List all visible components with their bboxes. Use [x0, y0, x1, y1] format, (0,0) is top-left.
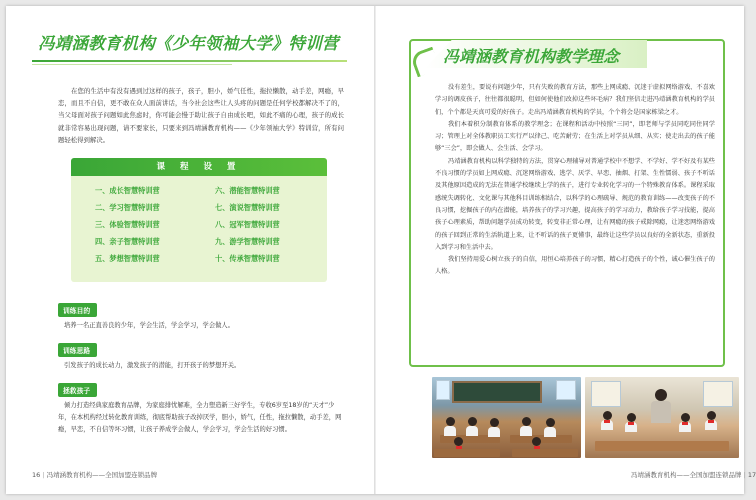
title-rule [32, 60, 347, 62]
page-number: 16 [32, 471, 41, 479]
paragraph: 冯靖涵教育机构以科学独特的方法，贯穿心理辅导对普通学校中不想学、不学好、学不好及有某些不良习惯的学员如上网成瘾、沉迷网络游戏、逃学、厌学、早恋、抽烟、打架、生性懦弱、孩子不听话及其他原因造成的无法在普通学校继续上学的孩子，进行专业转化学习的一个特殊教育体系。课程采取感统失调转化、文化课与其他科目训练相结合，以科学的心理疏导、规范的教育训练——改变孩子的不良习惯，挖掘孩子的内在潜能，培养孩子的学习兴趣，提高孩子的学习动力，教给孩子学习技能，提高孩子心理素质，帮助问题学员成功转变，转变非正常心理，让有网瘾的孩子戒除网瘾，让迷恋网络游戏的孩子回到正常的生活轨道上来，让不听话的孩子更懂事，最终让这些学员以良好的全新状态，重新投入到学习和生活中去。 [435, 157, 715, 251]
course-item: 二、学习智慧特训营 [95, 203, 160, 212]
page-title: 冯靖涵教育机构教学理念 [443, 47, 620, 66]
footer-text: 冯靖涵教育机构——全国加盟连锁品牌 [46, 471, 158, 479]
course-item: 八、冠军智慧特训营 [215, 220, 280, 229]
page-title: 冯靖涵教育机构《少年领袖大学》特训营 [38, 34, 339, 53]
page-footer-right: 冯靖涵教育机构——全国加盟连锁品牌 | 17 [631, 471, 756, 479]
section-tag: 训练思路 [58, 343, 97, 357]
section-tag: 拯救孩子 [58, 383, 97, 397]
section-tag: 训练目的 [58, 303, 97, 317]
paragraph: 没有差生，要说有问题少年，只有失败的教育方法，那些上网成瘾、沉迷于虚拟网络游戏、不喜欢学习的调皮孩子，往往都很聪明，但如何使他们改掉这些坏毛病？我们坚信走进冯靖涵教育机构的学员们，个个都是天真可爱的好孩子。走出冯靖涵教育机构的学员，个个将会是国家栋梁之才。 [435, 84, 715, 116]
course-item: 四、亲子智慧特训营 [95, 237, 160, 246]
philosophy-text [435, 82, 715, 279]
intro-paragraph: 在您的生活中有没有遇到过这样的孩子，孩子，胆小，娇气任性，拖拉懒散，动手差，网瘾，早恋，而且不自信，更不敢在众人面前讲话，当今社会这些让人头疼的问题是任何学校都解决不了的，当父母面对孩子问题如此焦虑时，你可能会慢于助让孩子自由成长吧，如此不痛的心理，孩子的成长就非常容易出现问题，请不要家长，只要来到冯靖涵教育机构——《少年领袖大学》特训营，所有问题轻松得到解决。 [58, 87, 344, 144]
paragraph: 我们本着积分制教育体系的教学理念；在课程和活动中按照“三同”，即老师与学员同吃同住同学习；管理上对全体教职员工实行严以律己、吃苦耐劳；在生活上对学员从细、从实；使走出去的孩子能够“三会”，即会做人、会生活、会学习。 [435, 120, 715, 153]
section-text: 倾力打造经典家庭教育品牌，为家庭排忧解难，全力塑造新三好学生，专收6岁至18岁的“天才”少年，在本机构经过转化教育训练，彻底帮助孩子改掉厌学，胆小，娇气，任性，拖拉懒散，动手差，网瘾，早恋，不自信等坏习惯，让孩子养成学会做人，学会学习，学会生活的好习惯。 [58, 402, 342, 433]
section-text: 培养一名正直善良的少年，学会生活，学会学习，学会做人。 [64, 322, 235, 329]
page-footer-left: 16 | 冯靖涵教育机构——全国加盟连锁品牌 [32, 471, 158, 479]
title-rule-thin [32, 64, 232, 65]
section-training-approach [58, 338, 344, 372]
course-item: 三、体验智慧特训营 [95, 220, 160, 229]
course-item: 五、梦想智慧特训营 [95, 254, 160, 263]
activity-photo [585, 377, 739, 458]
classroom-photo [432, 377, 581, 458]
footer-text: 冯靖涵教育机构——全国加盟连锁品牌 [631, 471, 742, 479]
paragraph: 我们坚持用爱心树立孩子的自信，用恒心培养孩子的习惯，精心打造孩子的个性，诚心催生孩子的人格。 [435, 256, 715, 276]
course-item: 七、演说智慧特训营 [215, 203, 280, 212]
right-page [375, 6, 756, 494]
section-text: 引发孩子的成长动力，激发孩子的潜能，打开孩子的梦想开关。 [64, 362, 241, 369]
blackboard [452, 381, 542, 403]
course-item: 十、传承智慧特训营 [215, 254, 280, 263]
brochure-spread [6, 6, 756, 494]
course-item: 六、潜能智慧特训营 [215, 186, 280, 195]
section-save-children [58, 378, 344, 436]
course-heading: 课 程 设 置 [71, 158, 327, 176]
left-page [6, 6, 375, 494]
course-item: 一、成长智慧特训营 [95, 186, 160, 195]
page-number: 17 [747, 471, 756, 479]
course-panel [71, 158, 327, 282]
course-item: 九、游学智慧特训营 [215, 237, 280, 246]
section-training-goal [58, 298, 344, 332]
